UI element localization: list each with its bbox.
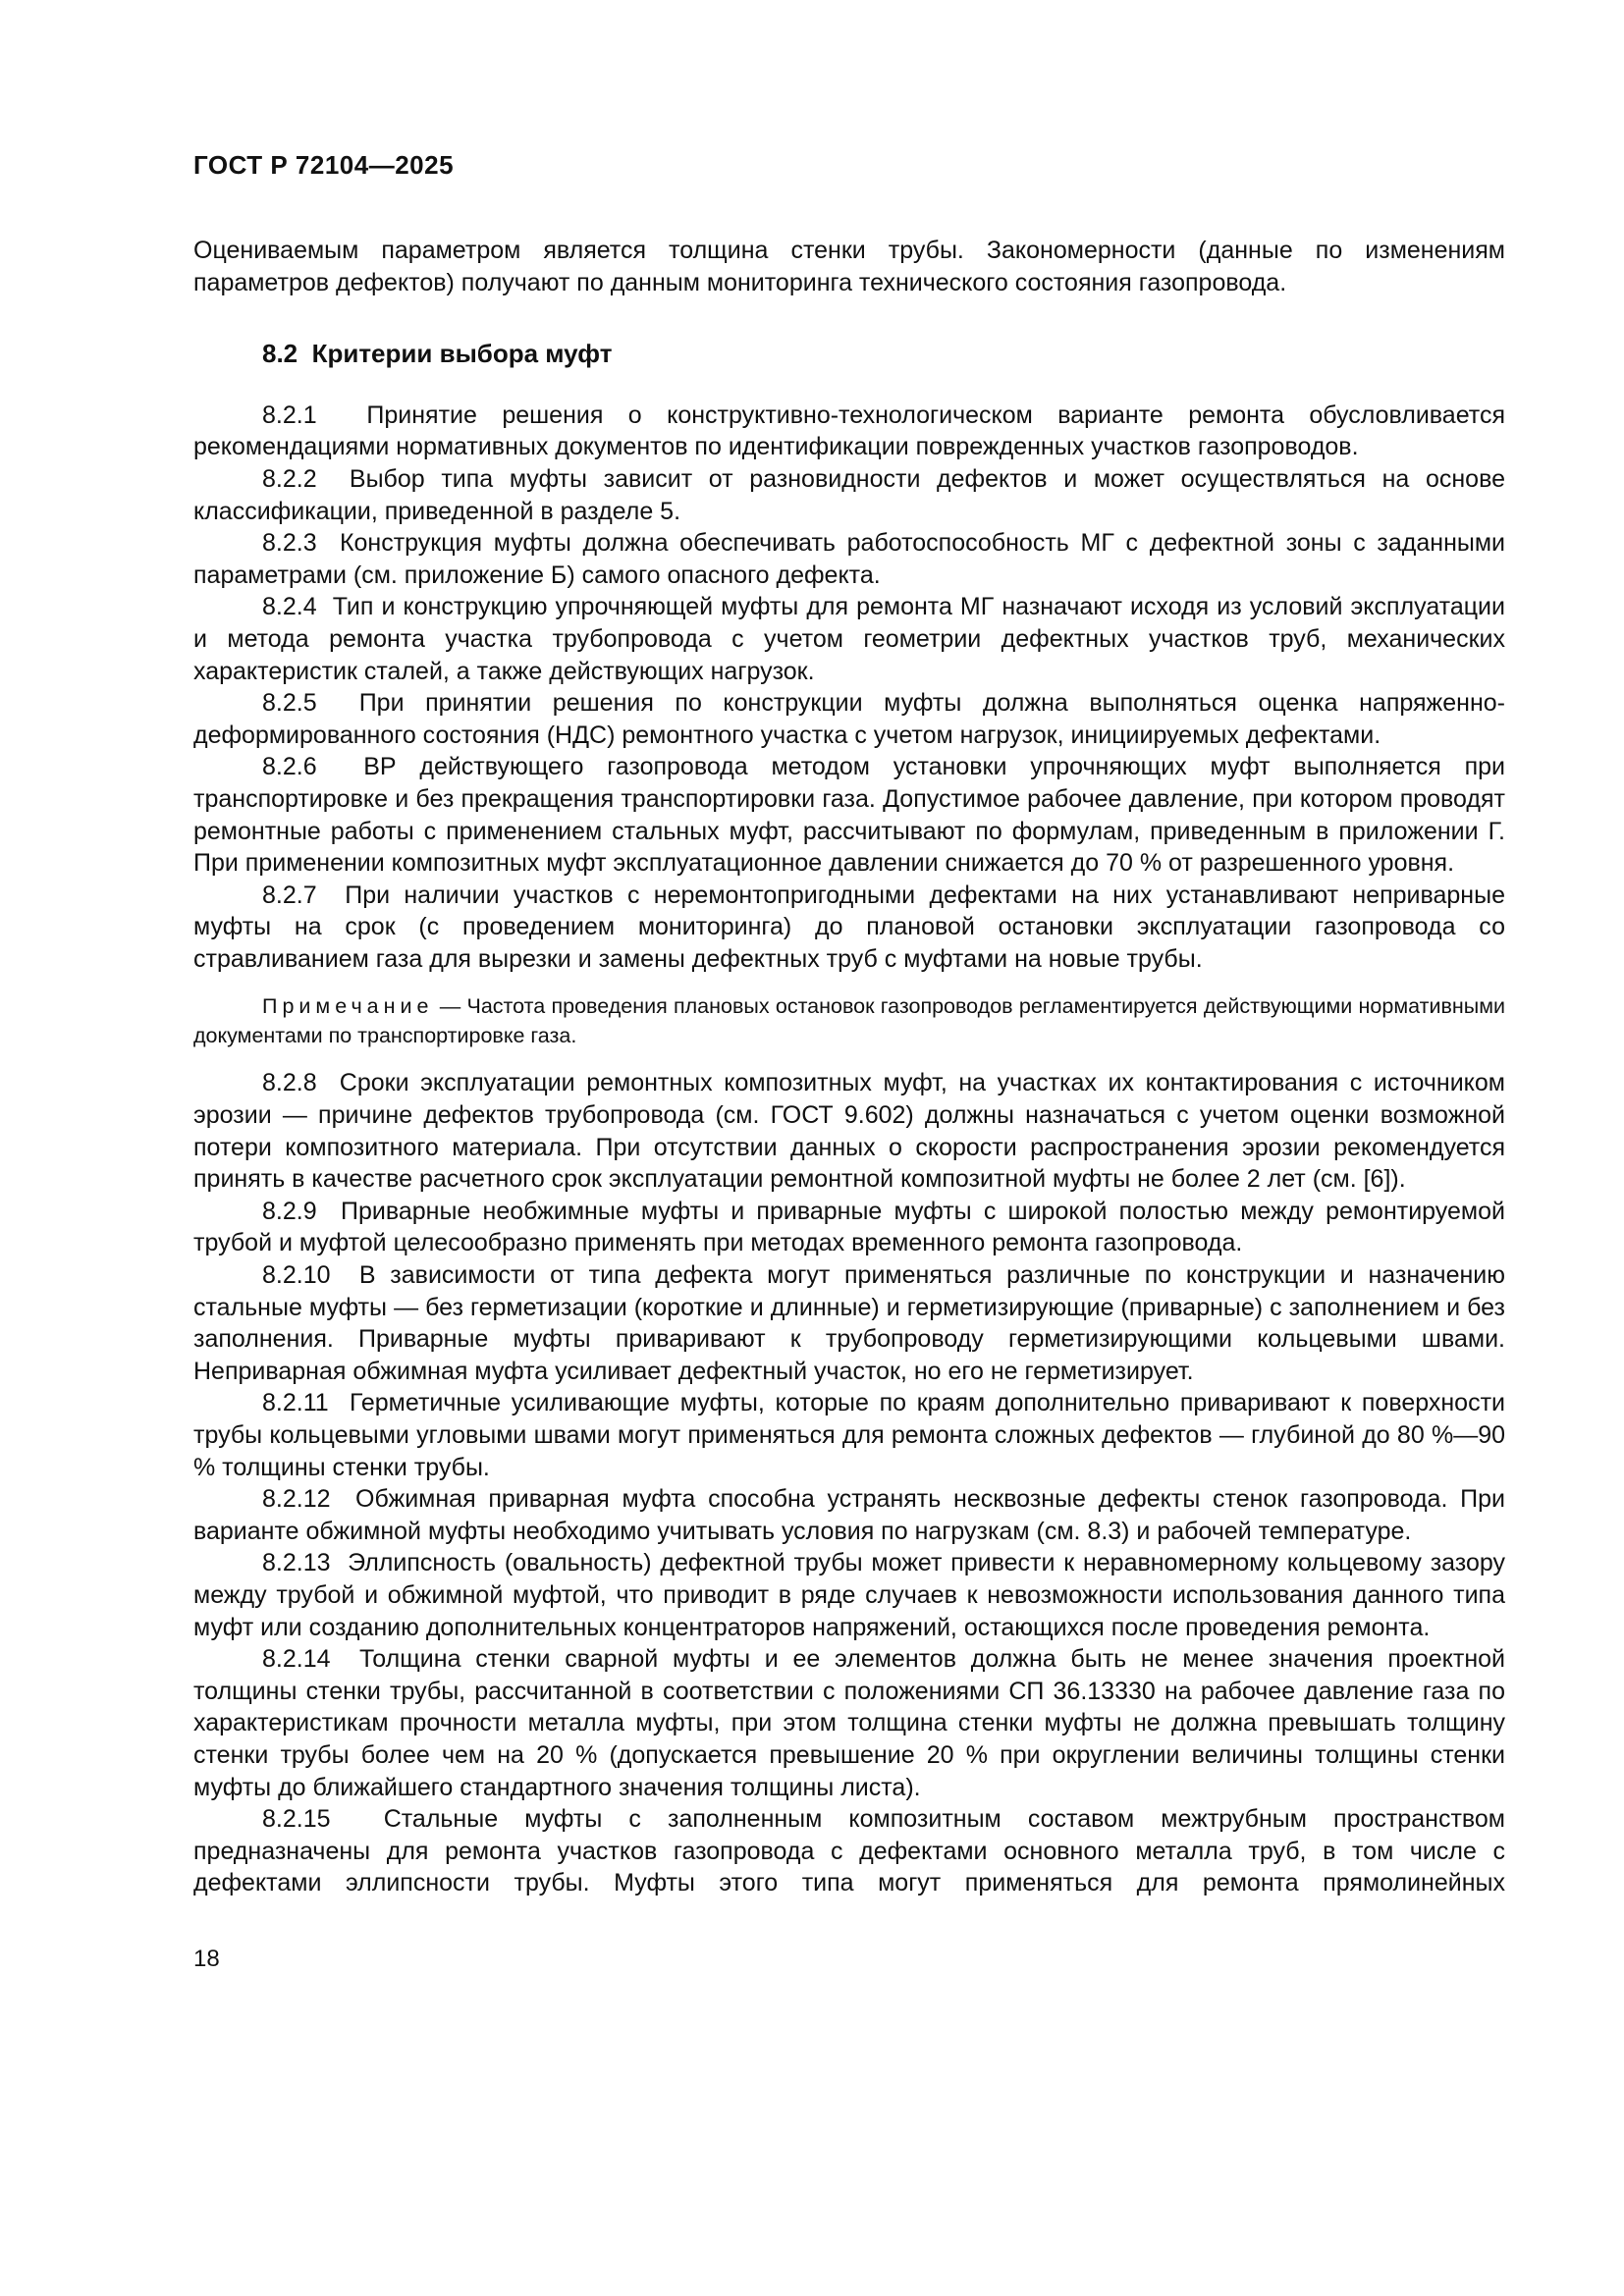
intro-paragraph: Оцениваемым параметром является толщина стенки трубы. Закономерности (данные по изменениям параметров дефектов) получают по данным мониторинга технического состояния газопровода.: [193, 237, 1505, 296]
clause-8-2-4: 8.2.4 Тип и конструкцию упрочняющей муфты для ремонта МГ назначают исходя из условий эксплуатации и метода ремонта участка трубопровода с учетом геометрии дефектных участков труб, механических характеристик сталей, а также действующих нагрузок.: [193, 593, 1505, 685]
clause-8-2-8: 8.2.8 Сроки эксплуатации ремонтных композитных муфт, на участках их контактирования с источником эрозии — причине дефектов трубопровода (см. ГОСТ 9.602) должны назначаться с учетом оценки возможной потери композитного материала. При отсутствии данных о скорости распространения эрозии рекомендуется принять в качестве расчетного срок эксплуатации ремонтной композитной муфты не более 2 лет (см. [6]).: [193, 1069, 1505, 1194]
document-header: ГОСТ Р 72104—2025: [193, 150, 455, 180]
clause-8-2-15: 8.2.15 Стальные муфты с заполненным композитным составом межтрубным пространством предназначены для ремонта участков газопровода с дефектами основного металла труб, в том числе с дефектами эллипсности трубы. Муфты этого типа могут применяться для ремонта прямолинейных: [193, 1805, 1505, 1897]
section-heading: 8.2 Критерии выбора муфт: [262, 339, 613, 369]
clause-8-2-14: 8.2.14 Толщина стенки сварной муфты и ее элементов должна быть не менее значения проектной толщины стенки трубы, рассчитанной в соответствии с положениями СП 36.13330 на рабочее давление газа по характеристикам прочности металла муфты, при этом толщина стенки муфты не должна превышать толщину стенки трубы более чем на 20 % (допускается превышение 20 % при округлении величины толщины стенки муфты до ближайшего стандартного значения толщины листа).: [193, 1645, 1505, 1801]
page-number: 18: [193, 1945, 220, 1972]
clause-8-2-5: 8.2.5 При принятии решения по конструкции муфты должна выполняться оценка напряженно-деформированного состояния (НДС) ремонтного участка с учетом нагрузок, инициируемых дефектами.: [193, 689, 1505, 749]
clause-8-2-9: 8.2.9 Приварные необжимные муфты и приварные муфты с широкой полостью между ремонтируемой трубой и муфтой целесообразно применять при методах временного ремонта газопровода.: [193, 1197, 1505, 1257]
clause-8-2-12: 8.2.12 Обжимная приварная муфта способна устранять несквозные дефекты стенок газопровода. При варианте обжимной муфты необходимо учитывать условия по нагрузкам (см. 8.3) и рабочей температуре.: [193, 1485, 1505, 1545]
clause-8-2-3: 8.2.3 Конструкция муфты должна обеспечивать работоспособность МГ с дефектной зоны с заданными параметрами (см. приложение Б) самого опасного дефекта.: [193, 529, 1505, 589]
note-label: Примечание: [262, 994, 434, 1019]
clause-8-2-7: 8.2.7 При наличии участков с неремонтопригодными дефектами на них устанавливают неприварные муфты на срок (с проведением мониторинга) до плановой остановки эксплуатации газопровода со стравливанием газа для вырезки и замены дефектных труб с муфтами на новые трубы.: [193, 881, 1505, 973]
note-text: — Частота проведения плановых остановок газопроводов регламентируется действующими нормативными документами по транспортировке газа.: [193, 994, 1505, 1048]
clause-8-2-11: 8.2.11 Герметичные усиливающие муфты, которые по краям дополнительно приваривают к поверхности трубы кольцевыми угловыми швами могут применяться для ремонта сложных дефектов — глубиной до 80 %—90 % толщины стенки трубы.: [193, 1389, 1505, 1481]
clause-8-2-2: 8.2.2 Выбор типа муфты зависит от разновидности дефектов и может осуществляться на основе классификации, приведенной в разделе 5.: [193, 464, 1505, 525]
clause-8-2-13: 8.2.13 Эллипсность (овальность) дефектной трубы может привести к неравномерному кольцевому зазору между трубой и обжимной муфтой, что приводит в ряде случаев к невозможности использования данного типа муфт или созданию дополнительных концентраторов напряжений, остающихся после проведения ремонта.: [193, 1549, 1505, 1641]
clause-8-2-10: 8.2.10 В зависимости от типа дефекта могут применяться различные по конструкции и назначению стальные муфты — без герметизации (короткие и длинные) и герметизирующие (приварные) с заполнением и без заполнения. Приварные муфты приваривают к трубопроводу герметизирующими кольцевыми швами. Неприварная обжимная муфта усиливает дефектный участок, но его не герметизирует.: [193, 1261, 1505, 1385]
note: [193, 991, 1505, 1050]
clause-8-2-6: 8.2.6 ВР действующего газопровода методом установки упрочняющих муфт выполняется при транспортировке и без прекращения транспортировки газа. Допустимое рабочее давление, при котором проводят ремонтные работы с применением стальных муфт, рассчитывают по формулам, приведенным в приложении Г. При применении композитных муфт эксплуатационное давлении снижается до 70 % от разрешенного уровня.: [193, 753, 1505, 878]
clause-8-2-1: 8.2.1 Принятие решения о конструктивно-технологическом варианте ремонта обусловливается рекомендациями нормативных документов по идентификации поврежденных участков газопроводов.: [193, 400, 1505, 461]
